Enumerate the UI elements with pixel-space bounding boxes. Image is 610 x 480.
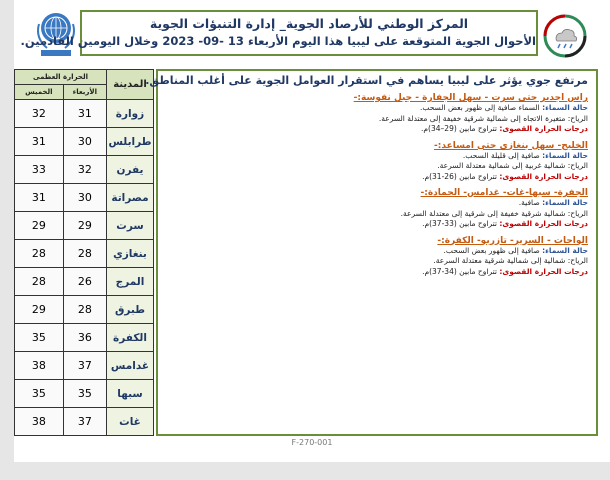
wind-condition: الرياح: متغيرة الاتجاه إلى شمالية شرقية خفيفة إلى معتدلة السرعة. [378,113,588,123]
region-name: راس اجدير حتى سرت - سهل الجفارة - جبل نفوسة:- [353,93,588,103]
sky-condition: حالة السماء: صافية. [518,198,588,207]
day2-temp: 33 [15,156,64,184]
max-temp-header: الحرارة العظمى [15,70,107,85]
city-name: طبرق [107,296,154,324]
region-name: الواحات - السرير- تازربو- الكفرة:- [437,235,588,246]
header-title-box [20,10,538,56]
sky-condition: حالة السماء: صافية إلى قليلة السحب. [462,150,588,160]
region-forecast [166,188,588,230]
region-name: الخليج- سهل بنغازي حتى امساعد:- [434,140,588,151]
city-name: الكفرة [107,324,154,352]
day1-temp: 30 [63,184,106,212]
forecast-summary: مرتفع جوي يؤثر على ليبيا يساهم في استقرار العوامل الجوية على أغلب المناطق. [145,74,588,87]
city-name: المرج [107,268,154,296]
day1-temp: 35 [63,380,106,408]
region-forecast [166,93,588,135]
table-row [15,268,154,296]
day1-temp: 31 [63,100,106,128]
day1-temp: 36 [63,324,106,352]
table-row [15,240,154,268]
day2-temp: 31 [15,184,64,212]
day2-temp: 38 [15,352,64,380]
sky-condition: حالة السماء: صافية إلى ظهور بعض السحب. [443,245,588,255]
day1-temp: 28 [63,240,106,268]
region-name: الجفرة- سبها-غات- غدامس- الحمادة:- [420,188,588,198]
form-code: F-270-001 [291,438,333,447]
table-row [15,296,154,324]
region-forecast [166,141,588,183]
city-name: غدامس [107,352,154,380]
lnmc-logo [542,13,588,59]
max-temp-range: درجات الحرارة القصوى: تتراوح مابين (33-37)م. [422,219,588,228]
table-row [15,352,154,380]
max-temp-table [14,69,154,436]
day2-temp: 28 [15,268,64,296]
table-row [15,324,154,352]
day2-temp: 29 [15,296,64,324]
day1-temp: 32 [63,156,106,184]
table-row [15,100,154,128]
city-name: مصراتة [107,184,154,212]
header-forecast-date: الأحوال الجوية المتوقعة على ليبيا هذا اليوم الأربعاء 13 -09- 2023 وخلال اليومين القادمين. [20,34,536,48]
day2-temp: 28 [15,240,64,268]
city-name: يفرن [107,156,154,184]
city-name: طرابلس [107,128,154,156]
day2-temp: 35 [15,324,64,352]
day2-temp: 32 [15,100,64,128]
table-row [15,380,154,408]
max-temp-range: درجات الحرارة القصوى: تتراوح مابين (34-37)م. [422,266,588,276]
wind-condition: الرياح: شمالية غربية إلى شمالية معتدلة السرعة. [437,161,588,170]
wind-condition: الرياح: شمالية إلى شمالية شرقية معتدلة السرعة. [433,256,588,265]
sky-condition: حالة السماء: السماء صافية إلى ظهور بعض السحب. [419,103,588,112]
max-temp-range: درجات الحرارة القصوى: تتراوح مابين (29–34)م. [421,124,588,133]
city-name: بنغازي [107,240,154,268]
day1-temp: 37 [63,408,106,436]
table-row [15,128,154,156]
region-forecast [166,236,588,278]
bulletin-page [14,0,610,462]
day2-temp: 29 [15,212,64,240]
day1-header: الأربعاء [63,85,106,100]
wind-condition: الرياح: شمالية شرقية خفيفة إلى شرقية إلى معتدلة السرعة. [400,208,588,218]
table-row [15,156,154,184]
day2-temp: 31 [15,128,64,156]
city-name: غات [107,408,154,436]
header-org-title: المركز الوطني للأرصاد الجوية_ إدارة التنبؤات الجوية [149,16,469,31]
day2-temp: 35 [15,380,64,408]
table-row [15,212,154,240]
table-row [15,408,154,436]
day1-temp: 30 [63,128,106,156]
city-name: سبها [107,380,154,408]
day1-temp: 29 [63,212,106,240]
city-name: زوارة [107,100,154,128]
city-name: سرت [107,212,154,240]
max-temp-range: درجات الحرارة القصوى: تتراوح مابين (26-31)م. [422,171,588,181]
day2-header: الخميس [15,85,64,100]
day1-temp: 28 [63,296,106,324]
forecast-text-box [145,69,598,436]
day1-temp: 37 [63,352,106,380]
city-column-header: المدينة [107,70,154,100]
day2-temp: 38 [15,408,64,436]
table-row [15,184,154,212]
day1-temp: 26 [63,268,106,296]
